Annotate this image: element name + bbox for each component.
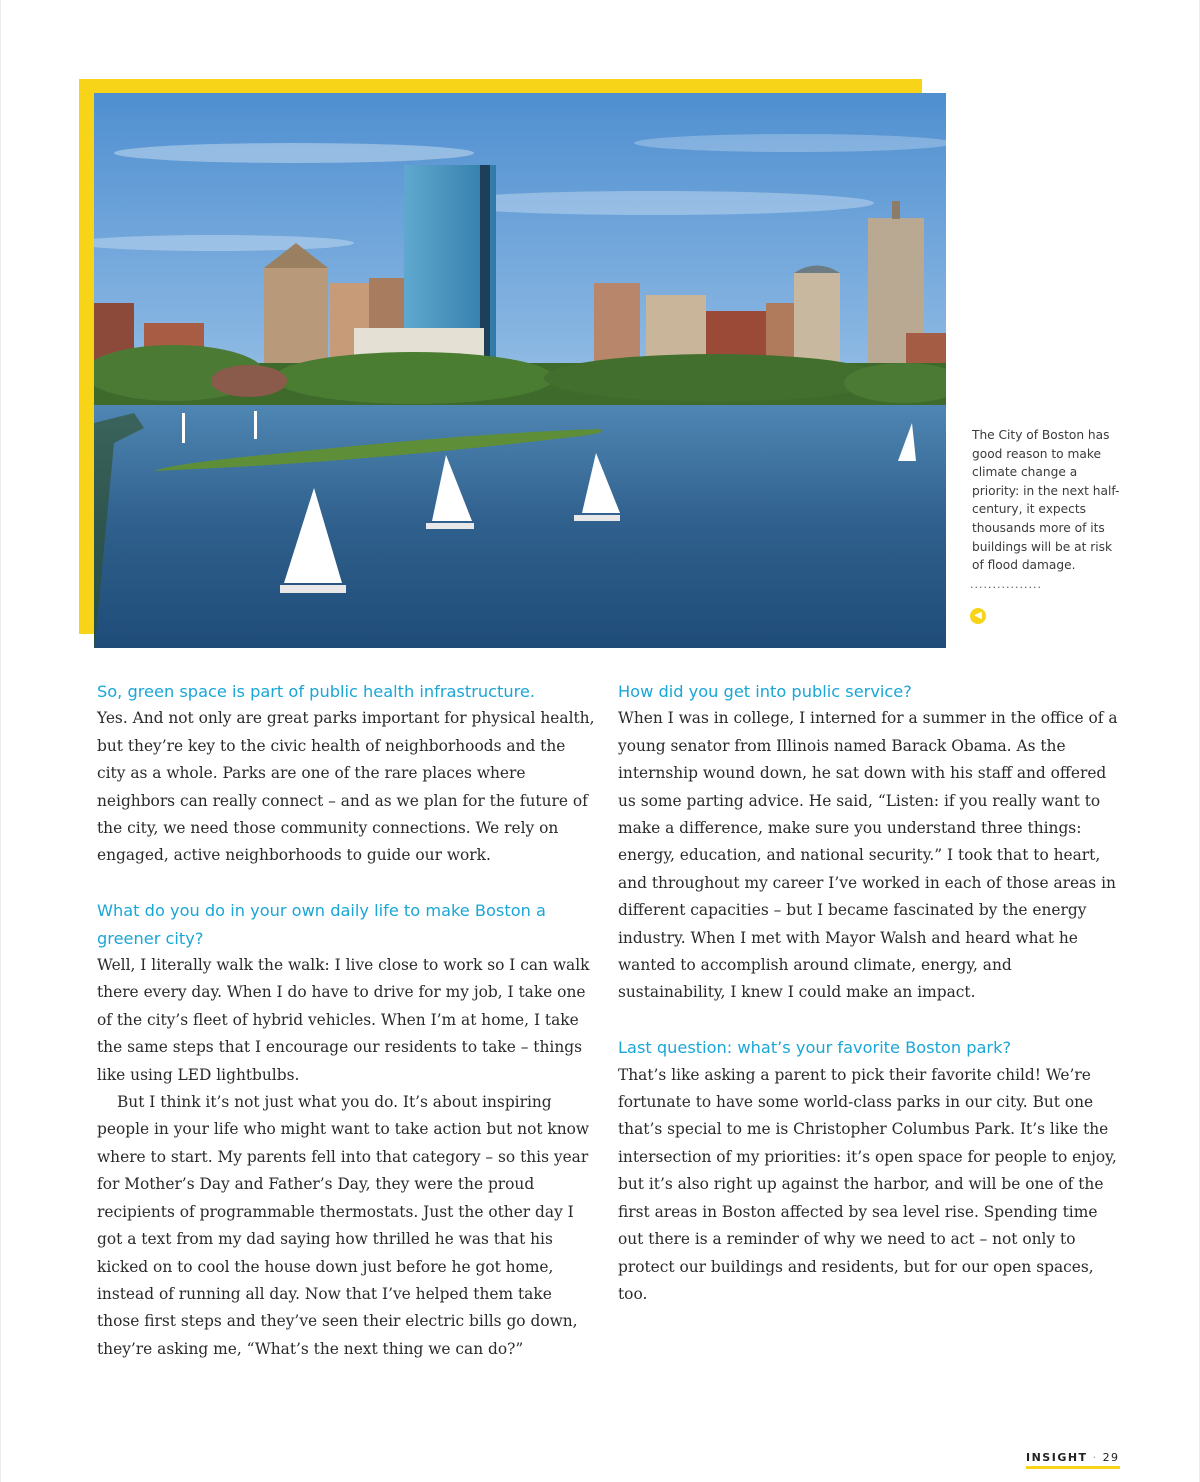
- question-heading: What do you do in your own daily life to make Boston a greener city?: [97, 901, 546, 948]
- question-heading: So, green space is part of public health infrastructure.: [97, 682, 536, 701]
- answer-paragraph: That’s like asking a parent to pick their favorite child! We’re fortunate to have some world-class parks in our city. But one that’s special to me is Christopher Columbus Park. It’s like the intersection of my priorities: it’s open space for people to enjoy, but it’s also right up against the harbor, and will be one of the first areas in Boston affected by sea level rise. Spending time out there is a reminder of why we need to act – not only to protect our buildings and residents, but for our open spaces, too.: [618, 1065, 1117, 1303]
- page-footer: [1026, 1451, 1120, 1469]
- footer-separator: ·: [1092, 1451, 1098, 1464]
- photo-caption: The City of Boston has good reason to make climate change a priority: in the next half-century, it expects thousands more of its buildings will be at risk of flood damage.: [972, 428, 1120, 573]
- question-heading: Last question: what’s your favorite Boston park?: [618, 1038, 1012, 1058]
- page-number: 29: [1102, 1451, 1120, 1464]
- answer-paragraph: But I think it’s not just what you do. It’s about inspiring people in your life who might want to take action but not know where to start. My parents fell into that category – so this year for Mother’s Day and Father’s Day, they were the proud recipients of programmable thermostats. Just the other day I got a text from my dad saying how thrilled he was that his kicked on to cool the house down just before he got home, instead of running all day. Now that I’ve helped them take those first steps and they’ve seen their electric bills go down, they’re asking me, “What’s the next thing we can do?”: [97, 1093, 590, 1358]
- boston-skyline-photo: [94, 93, 946, 648]
- left-column: [97, 678, 597, 1363]
- answer-paragraph: When I was in college, I interned for a summer in the office of a young senator from Illinois named Barack Obama. As the internship wound down, he sat down with his staff and offered us some parting advice. He said, “Listen: if you really want to make a difference, make sure you understand three things: energy, education, and national security.” I took that to heart, and throughout my career I’ve worked in each of those areas in different capacities – but I became fascinated by the energy industry. When I met with Mayor Walsh and heard what he wanted to accomplish around climate, energy, and sustainability, I knew I could make an impact.: [618, 709, 1118, 1002]
- section-name: INSIGHT: [1026, 1451, 1088, 1464]
- arrow-left-icon: ◀: [970, 608, 986, 624]
- question-heading: How did you get into public service?: [618, 682, 912, 701]
- caption-dotted-rule: ................: [970, 578, 1042, 591]
- answer-paragraph: Yes. And not only are great parks important for physical health, but they’re key to the civic health of neighborhoods and the city as a whole. Parks are one of the rare places where neighbors can really connect – and as we plan for the future of the city, we need those community connections. We rely on engaged, active neighborhoods to guide our work.: [97, 709, 595, 865]
- right-column: [618, 678, 1118, 1308]
- answer-paragraph: Well, I literally walk the walk: I live close to work so I can walk there every day. When I do have to drive for my job, I take one of the city’s fleet of hybrid vehicles. When I’m at home, I take the same steps that I encourage our residents to take – things like using LED lightbulbs.: [97, 956, 590, 1084]
